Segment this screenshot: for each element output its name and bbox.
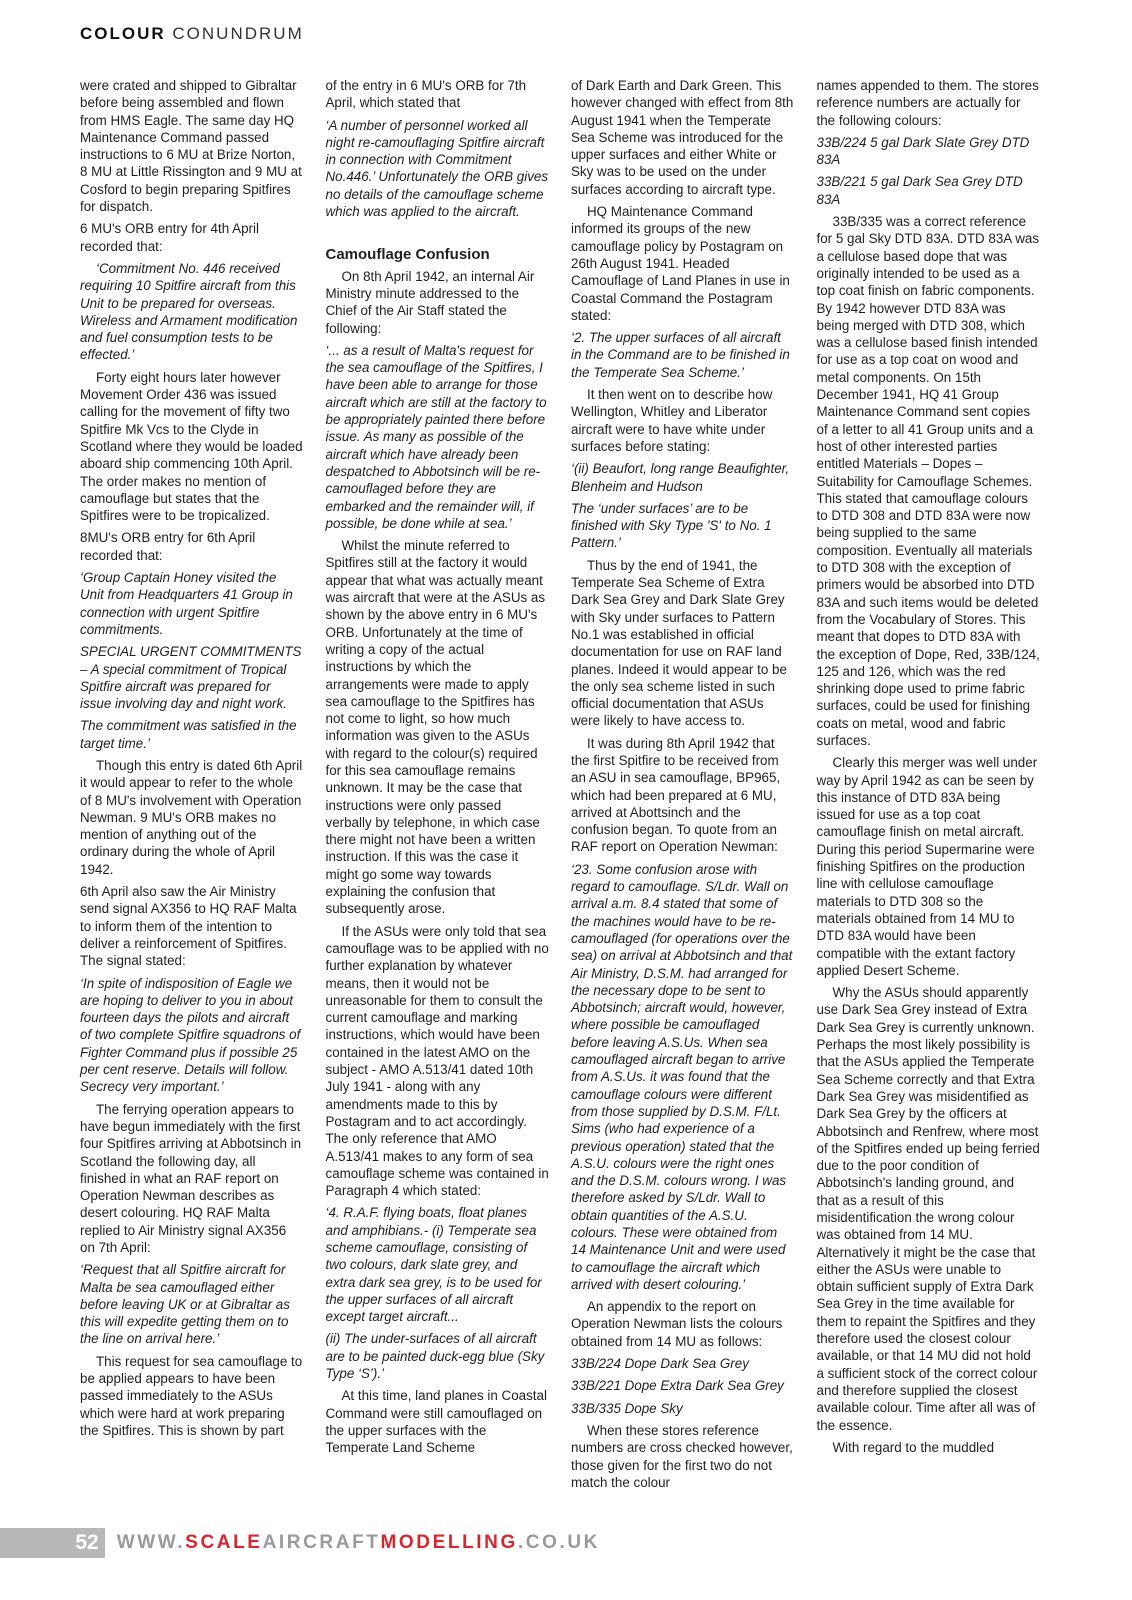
body-paragraph: On 8th April 1942, an internal Air Ministry minute addressed to the Chief of the Air Staff stated the following: [325, 268, 535, 336]
quote-paragraph: (ii) The under-surfaces of all aircraft are to be painted duck-egg blue (Sky Type ‘S’).’ [325, 1331, 545, 1382]
body-paragraph: Clearly this merger was well under way by April 1942 as can be seen by this instance of DTD 83A being issued for use as a top coat camouflage finish on metal aircraft. During this period Supermarine were finishing Spitfires on the production line with cellulose camouflage materials to DTD 308 so the materials obtained from 14 MU to DTD 83A would have been compatible with the extant factory applied Desert Scheme. [816, 755, 1038, 978]
body-paragraph: If the ASUs were only told that sea camouflage was to be applied with no further explanation by whatever means, then it would not be unreasonable for them to consult the current camouflage and marking instructions, which would have been contained in the latest AMO on the subject - AMO A.513/41 dated 10th July 1941 - along with any amendments made to this by Postagram and to act accordingly. The only reference that AMO A.513/41 makes to any form of sea camouflage scheme was contained in Paragraph 4 which stated: [325, 923, 549, 1199]
body-paragraph: 6th April also saw the Air Ministry send signal AX356 to HQ RAF Malta to inform them of the intention to deliver a reinforcement of Spitfires. The signal stated: [80, 884, 297, 969]
body-paragraph: Thus by the end of 1941, the Temperate Sea Scheme of Extra Dark Sea Grey and Dark Slate Grey with Sky under surfaces to Pattern No.1 was established in official documentation for use on RAF land planes. Indeed it would appear to be the only sea scheme listed in such official documentation that ASUs were likely to have access to. [571, 557, 787, 729]
quote-paragraph: SPECIAL URGENT COMMITMENTS – A special commitment of Tropical Spitfire aircraft was prepared for issue involving day and night work. [80, 644, 302, 712]
quote-paragraph: ‘Request that all Spitfire aircraft for Malta be sea camouflaged either before leaving UK or at Gibraltar as this will expedite getting them on to the line on arrival here.’ [80, 1262, 290, 1347]
quote-paragraph: 33B/224 Dope Dark Sea Grey [571, 1356, 749, 1372]
header-title-bold: COLOUR [80, 24, 166, 43]
quote-paragraph: ‘... as a result of Malta's request for the sea camouflage of the Spitfires, I have been able to arrange for those aircraft which are still at the factory to be appropriately painted there before issue. As many as possible of the aircraft which have already been despatched to Abbotsinch will be re-camouflaged before they are embarked and the remainder will, if possible, be done while at sea.’ [325, 342, 547, 531]
quote-paragraph: 33B/221 5 gal Dark Sea Grey DTD 83A [816, 174, 1023, 207]
body-paragraph: Forty eight hours later however Movement Order 436 was issued calling for the movement of fifty two Spitfire Mk Vcs to the Clyde in Scotland where they would be loaded aboard ship commencing 10th April. The order makes no mention of camouflage but states that the Spitfires were to be tropicalized. [80, 369, 303, 524]
quote-paragraph: ‘A number of personnel worked all night re-camouflaging Spitfire aircraft in connection with Commitment No.446.’ Unfortunately the ORB gives no details of the camouflage scheme which was applied to the aircraft. [325, 117, 549, 220]
body-paragraph: With regard to the muddled [832, 1439, 995, 1455]
body-paragraph: Whilst the minute referred to Spitfires still at the factory it would appear that what was actually meant was aircraft that were at the ASUs as shown by the above entry in 6 MU's ORB. Unfortunately at the time of writing a copy of the actual instructions by which the arrangements were made to apply sea camouflage to the Spitfires has not come to light, so how much information was given to the ASUs with regard to the colour(s) required for this sea camouflage remains unknown. It may be the case that instructions were only passed verbally by telephone, in which case there might not have been a written instruction. If this was the case it might go some way towards explaining the confusion that subsequently arose. [325, 538, 546, 917]
column-1 [80, 77, 304, 1502]
quote-paragraph: ‘Commitment No. 446 received requiring 10 Spitfire aircraft from this Unit to be prepared for overseas. Wireless and Armament modification and fuel consumption tests to be effected.’ [80, 260, 298, 363]
body-paragraph: Though this entry is dated 6th April it would appear to refer to the whole of 8 MU's involvement with Operation Newman. 9 MU's ORB makes no mention of anything out of the ordinary during the whole of April 1942. [80, 757, 303, 877]
running-header [80, 24, 304, 44]
body-paragraph: When these stores reference numbers are cross checked however, those given for the first two do not match the colour [571, 1422, 793, 1490]
url-part-scale: SCALE [185, 1532, 263, 1553]
column-3 [571, 77, 795, 1502]
body-paragraph: 33B/335 was a correct reference for 5 gal Sky DTD 83A. DTD 83A was a cellulose based dope that was originally intended to be used as a top coat finish on fabric components. By 1942 however DTD 83A was being merged with DTD 308, which was a cellulose based finish intended for use as a top coat on wood and metal components. On 15th December 1941, HQ 41 Group Maintenance Command sent copies of a letter to all 41 Group units and a host of other interested parties entitled Materials – Dopes – Suitability for Camouflage Schemes. This stated that camouflage colours to DTD 308 and DTD 83A were now being supplied to the same composition. Eventually all materials to DTD 308 with the exception of primers would be absorbed into DTD 83A and such items would be deleted from the Vocabulary of Stores. This meant that dopes to DTD 83A with the exception of Dope, Red, 33B/124, 125 and 126, which was the red shrinking dope used to prime fabric surfaces, could be used for finishing coats on metal, wood and fabric surfaces. [816, 214, 1040, 748]
body-paragraph: of the entry in 6 MU's ORB for 7th April, which stated that [325, 78, 527, 111]
url-part-suffix: .CO.UK [517, 1532, 600, 1553]
body-paragraph: An appendix to the report on Operation Newman lists the colours obtained from 14 MU as follows: [571, 1299, 783, 1349]
quote-paragraph: The commitment was satisfied in the target time.’ [80, 718, 297, 751]
url-part-aircraft: AIRCRAFT [262, 1532, 381, 1553]
header-title-light: CONUNDRUM [172, 24, 304, 43]
body-paragraph: 6 MU's ORB entry for 4th April recorded that: [80, 221, 259, 254]
quote-paragraph: 33B/335 Dope Sky [571, 1400, 683, 1416]
quote-paragraph: 33B/221 Dope Extra Dark Sea Grey [571, 1378, 784, 1394]
body-paragraph: It then went on to describe how Wellington, Whitley and Liberator aircraft were to have white under surfaces before stating: [571, 387, 773, 454]
body-paragraph: were crated and shipped to Gibraltar before being assembled and flown from HMS Eagle. The same day HQ Maintenance Command passed instructions to 6 MU at Brize Norton, 8 MU at Little Rissington and 9 MU at Cosford to begin preparing Spitfires for dispatch. [80, 78, 302, 215]
body-paragraph: At this time, land planes in Coastal Command were still camouflaged on the upper surfaces with the Temperate Land Scheme [325, 1388, 547, 1456]
body-paragraph: of Dark Earth and Dark Green. This however changed with effect from 8th August 1941 when the Temperate Sea Scheme was introduced for the upper surfaces and either White or Sky was to be used on the under surfaces according to aircraft type. [571, 78, 794, 197]
page-number: 52 [0, 1528, 105, 1558]
body-paragraph: 8MU's ORB entry for 6th April recorded that: [80, 530, 256, 563]
quote-paragraph: ‘2. The upper surfaces of all aircraft in the Command are to be finished in the Temperate Sea Scheme.’ [571, 330, 790, 380]
body-paragraph: The ferrying operation appears to have begun immediately with the first four Spitfires arriving at Abbotsinch in Scotland the following day, all finished in what an RAF report on Operation Newman describes as desert colouring. HQ RAF Malta replied to Air Ministry signal AX356 on 7th April: [80, 1101, 302, 1255]
body-paragraph: names appended to them. The stores reference numbers are actually for the following colours: [816, 78, 1039, 128]
quote-paragraph: 33B/224 5 gal Dark Slate Grey DTD 83A [816, 134, 1030, 168]
quote-paragraph: ‘Group Captain Honey visited the Unit from Headquarters 41 Group in connection with urgent Spitfire commitments. [80, 570, 293, 637]
quote-paragraph: ‘In spite of indisposition of Eagle we are hoping to deliver to you in about fourteen days the pilots and aircraft of two complete Spitfire squadrons of Fighter Command plus if possible 25 per cent reserve. Details will follow. Secrecy very important.’ [80, 975, 301, 1095]
quote-paragraph: The ‘under surfaces’ are to be finished with Sky Type 'S' to No. 1 Pattern.’ [571, 500, 772, 551]
body-paragraph: This request for sea camouflage to be applied appears to have been passed immediately to the ASUs which were hard at work preparing the Spitfires. This is shown by part [80, 1353, 303, 1438]
website-url[interactable] [117, 1532, 600, 1554]
body-paragraph: It was during 8th April 1942 that the first Spitfire to be received from an ASU in sea camouflage, BP965, which had been prepared at 6 MU, arrived at Abottsinch and the confusion began. To quote from an RAF report on Operation Newman: [571, 735, 781, 855]
body-paragraph: HQ Maintenance Command informed its groups of the new camouflage policy by Postagram on 26th August 1941. Headed Camouflage of Land Planes in use in Coastal Command the Postagram stated: [571, 204, 790, 323]
column-4 [817, 77, 1041, 1502]
column-2 [326, 77, 550, 1502]
page-footer [0, 1528, 600, 1558]
quote-paragraph: ‘23. Some confusion arose with regard to camouflage. S/Ldr. Wall on arrival a.m. 8.4 stated that some of the machines would have to be re-camouflaged (for operations over the sea) on arrival at Abbotsinch and that Air Ministry, D.S.M. had arranged for the necessary dope to be sent to Abbotsinch; aircraft would, however, where possible be camouflaged before leaving A.S.Us. When sea camouflaged aircraft began to arrive from A.S.Us. it was found that the camouflage colours were different from those supplied by D.S.M. F/Lt. Sims (who had experience of a previous operation) stated that the A.S.U. colours were the right ones and the D.S.M. colours wrong. I was therefore asked by S/Ldr. Wall to obtain quantities of the A.S.U. colours. These were obtained from 14 Maintenance Unit and were used to camouflage the aircraft which arrived with desert colouring.’ [571, 861, 793, 1292]
url-part-prefix: WWW. [116, 1532, 186, 1553]
quote-paragraph: ‘(ii) Beaufort, long range Beaufighter, Blenheim and Hudson [571, 461, 790, 494]
quote-paragraph: ‘4. R.A.F. flying boats, float planes and amphibians.- (i) Temperate sea scheme camouflage, consisting of two colours, dark slate grey, and extra dark sea grey, is to be used for the upper surfaces of all aircraft except target aircraft... [325, 1205, 542, 1325]
section-heading: Camouflage Confusion [325, 246, 490, 264]
article-body [80, 77, 1040, 1502]
body-paragraph: Why the ASUs should apparently use Dark Sea Grey instead of Extra Dark Sea Grey is currently unknown. Perhaps the most likely possibility is that the ASUs applied the Temperate Sea Scheme correctly and that Extra Dark Sea Grey was misidentified as Dark Sea Grey by the officers at Abbotsinch and Renfrew, where most of the Spitfires ended up being ferried due to the poor condition of Abbotsinch's landing ground, and that as a result of this misidentification the wrong colour was obtained from 14 MU. Alternatively it might be the case that either the ASUs were unable to obtain sufficient supply of Extra Dark Sea Grey in the time available for them to repaint the Spitfires and they therefore used the closest colour available, or that 14 MU did not hold a sufficient stock of the correct colour and therefore supplied the closest available colour. Time after all was of the essence. [816, 985, 1040, 1433]
url-part-modelling: MODELLING [380, 1532, 518, 1553]
